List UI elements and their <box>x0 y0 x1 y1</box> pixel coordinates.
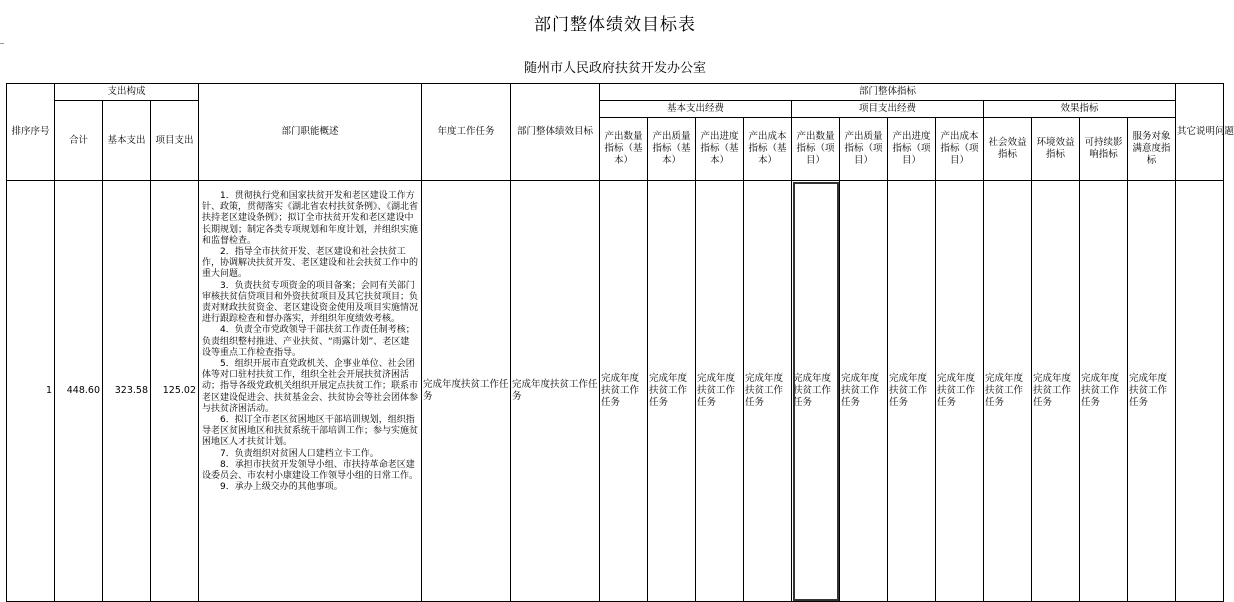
cell-dept-goal[interactable]: 完成年度扶贫工作任务 <box>511 181 600 602</box>
header-project-fee-group: 项目支出经费 <box>792 101 984 118</box>
page-title: 部门整体绩效目标表 <box>534 15 696 35</box>
header-project-progress: 产出进度指标（项目） <box>888 118 936 181</box>
header-dept-goal: 部门整体绩效目标 <box>511 84 600 181</box>
cell-satisfaction[interactable]: 完成年度扶贫工作任务 <box>1128 181 1176 602</box>
duty-item: 3．负责扶贫专项资金的项目备案；会同有关部门审核扶贫信贷项目和外资扶贫项目及其它扶贫项目；负责对财政扶贫资金、老区建设资金使用及项目实施情况进行跟踪检查和督办落实，并组织年度绩效考核。 <box>202 280 419 325</box>
duty-item: 4．负责全市党政领导干部扶贫工作责任制考核；负责组织整村推进、产业扶贫、“雨露计划”、老区建设等重点工作检查指导。 <box>202 325 415 358</box>
header-indicators-group: 部门整体指标 <box>600 84 1176 101</box>
header-basic-cost: 产出成本指标（基本） <box>744 118 792 181</box>
cell-basic-quantity[interactable]: 完成年度扶贫工作任务 <box>600 181 648 602</box>
cell-total[interactable]: 448.60 <box>55 181 103 602</box>
header-project-quantity: 产出数量指标（项目） <box>792 118 840 181</box>
header-social-benefit: 社会效益指标 <box>984 118 1032 181</box>
duty-item: 9．承办上级交办的其他事项。 <box>220 482 343 493</box>
cell-project-quality[interactable]: 完成年度扶贫工作任务 <box>840 181 888 602</box>
cell-duty[interactable] <box>199 181 422 602</box>
header-basic: 基本支出 <box>103 101 151 181</box>
header-satisfaction: 服务对象满意度指标 <box>1128 118 1176 181</box>
performance-table <box>6 83 1234 602</box>
cell-project-progress[interactable]: 完成年度扶贫工作任务 <box>888 181 936 602</box>
header-environment-benefit: 环境效益指标 <box>1032 118 1080 181</box>
cell-basic-quality[interactable]: 完成年度扶贫工作任务 <box>648 181 696 602</box>
duty-item: 6．拟订全市老区贫困地区干部培训规划，组织指导老区贫困地区和扶贫系统干部培训工作；参与实施贫困地区人才扶贫计划。 <box>202 415 419 448</box>
header-project: 项目支出 <box>151 101 199 181</box>
cell-project-quantity-selected[interactable]: 完成年度扶贫工作任务 <box>792 181 840 602</box>
cell-basic-progress[interactable]: 完成年度扶贫工作任务 <box>696 181 744 602</box>
cell-basic[interactable]: 323.58 <box>103 181 151 602</box>
cell-annual-task[interactable]: 完成年度扶贫工作任务 <box>422 181 511 602</box>
header-seq: 排序序号 <box>7 84 55 181</box>
header-basic-quantity: 产出数量指标（基本） <box>600 118 648 181</box>
unit-name: 随州市人民政府扶贫开发办公室 <box>523 61 706 76</box>
cell-basic-cost[interactable]: 完成年度扶贫工作任务 <box>744 181 792 602</box>
cell-environment-benefit[interactable]: 完成年度扶贫工作任务 <box>1032 181 1080 602</box>
cell-project-cost[interactable]: 完成年度扶贫工作任务 <box>936 181 984 602</box>
cell-social-benefit[interactable]: 完成年度扶贫工作任务 <box>984 181 1032 602</box>
header-effect-group: 效果指标 <box>984 101 1176 118</box>
header-sustainable-impact: 可持续影响指标 <box>1080 118 1128 181</box>
cell-project[interactable]: 125.02 <box>151 181 199 602</box>
duty-item: 5．组织开展市直党政机关、企事业单位、社会团体等对口驻村扶贫工作，组织全社会开展扶贫济困活动；指导各级党政机关组织开展定点扶贫工作；联系市老区建设促进会、扶贫基金会、扶贫协会等社会团体参与扶贫济困活动。 <box>202 359 419 414</box>
header-basic-progress: 产出进度指标（基本） <box>696 118 744 181</box>
sheet-corner-mark <box>0 43 4 44</box>
duty-item: 7．负责组织对贫困人口建档立卡工作。 <box>220 448 379 459</box>
header-duty: 部门职能概述 <box>199 84 422 181</box>
duty-item: 8．承担市扶贫开发领导小组、市扶持革命老区建设委员会、市农村小康建设工作领导小组的日常工作。 <box>202 459 419 482</box>
header-basic-quality: 产出质量指标（基本） <box>648 118 696 181</box>
cell-seq[interactable]: 1 <box>7 181 55 602</box>
duty-item: 2．指导全市扶贫开发、老区建设和社会扶贫工作，协调解决扶贫开发、老区建设和社会扶贫工作中的重大问题。 <box>202 247 419 280</box>
header-expense-group: 支出构成 <box>55 84 199 101</box>
duty-item: 1．贯彻执行党和国家扶贫开发和老区建设工作方针、政策，贯彻落实《湖北省农村扶贫条例》、《湖北省扶持老区建设条例》；拟订全市扶贫开发和老区建设中长期规划；制定各类专项规划和年度计划，并组织实施和监督检查。 <box>202 191 419 246</box>
cell-other-note[interactable] <box>1176 181 1224 602</box>
header-project-quality: 产出质量指标（项目） <box>840 118 888 181</box>
header-project-cost: 产出成本指标（项目） <box>936 118 984 181</box>
header-annual-task: 年度工作任务 <box>422 84 511 181</box>
header-other-note: 其它说明问题 <box>1176 84 1224 181</box>
header-basic-fee-group: 基本支出经费 <box>600 101 792 118</box>
cell-sustainable-impact[interactable]: 完成年度扶贫工作任务 <box>1080 181 1128 602</box>
table-row <box>7 181 1224 602</box>
performance-table-container <box>6 83 1234 592</box>
header-total: 合计 <box>55 101 103 181</box>
